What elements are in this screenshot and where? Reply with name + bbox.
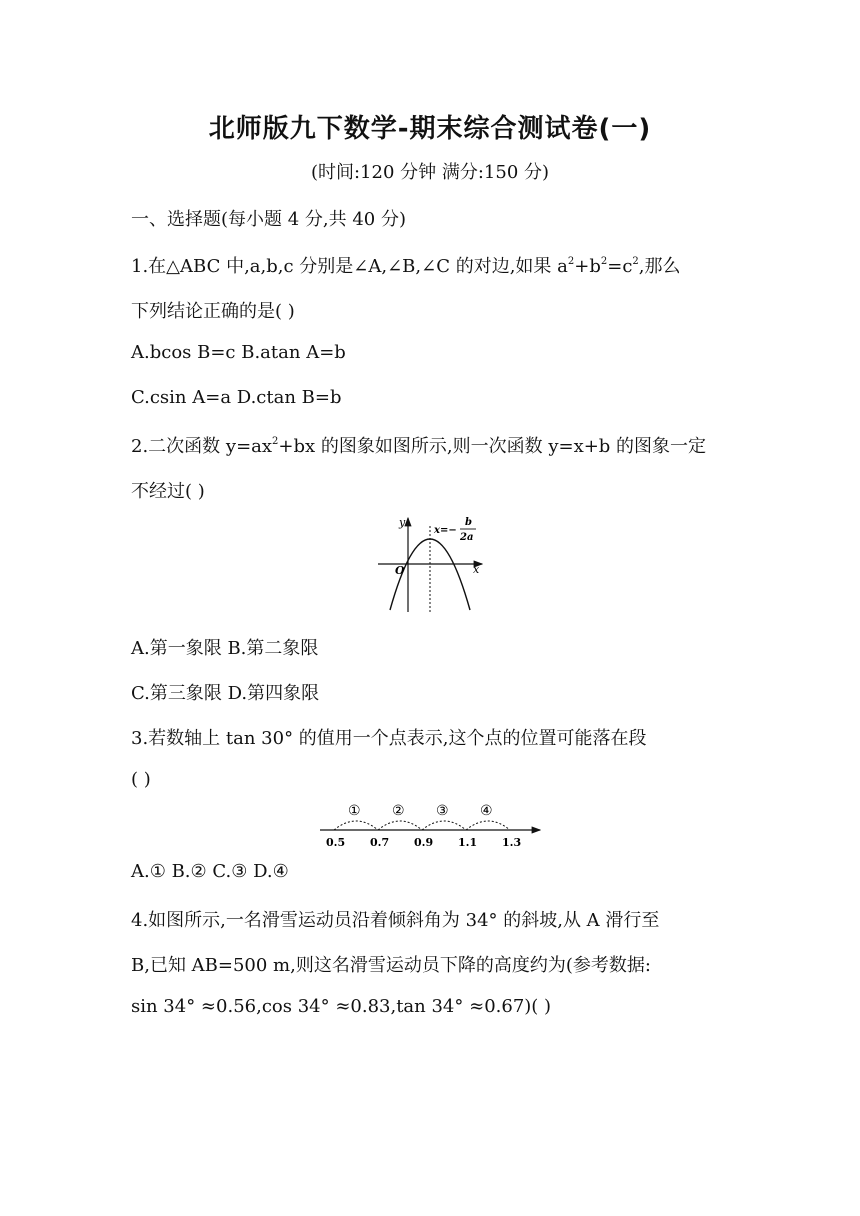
q2-options-ab: A.第一象限 B.第二象限 (131, 638, 319, 659)
number-line-figure (318, 800, 544, 850)
tick-label-0.7: 0.7 (370, 836, 390, 849)
q4-stem-line2: B,已知 AB=500 m,则这名滑雪运动员下降的高度约为(参考数据: (131, 955, 651, 976)
origin-label: O (395, 564, 405, 577)
q2-stem-line2: 不经过( ) (131, 481, 205, 502)
symmetry-equation: x=− (434, 525, 457, 536)
q4-stem-line3: sin 34° ≈0.56,cos 34° ≈0.83,tan 34° ≈0.67)( ) (131, 996, 552, 1017)
x-axis-label: x (473, 563, 480, 576)
segment-label-4: ④ (480, 803, 493, 819)
q1-stem-line1: 1.在△ABC 中,a,b,c 分别是∠A,∠B,∠C 的对边,如果 $a^2+b^2=c^2$,那么 (131, 256, 681, 277)
segment-arc-1 (334, 821, 378, 830)
page-title: 北师版九下数学-期末综合测试卷(一) (208, 114, 652, 144)
section-heading: 一、选择题(每小题 4 分,共 40 分) (131, 209, 407, 230)
q1-options-ab: A.bcos B=c B.atan A=b (131, 342, 346, 363)
segment-label-3: ③ (436, 803, 449, 819)
tick-label-0.5: 0.5 (326, 836, 346, 849)
segment-arc-2 (378, 821, 422, 830)
segment-label-1: ① (348, 803, 361, 819)
fraction-denominator: 2a (460, 532, 474, 543)
q3-options: A.① B.② C.③ D.④ (131, 861, 289, 882)
q1-options-cd: C.csin A=a D.ctan B=b (131, 387, 342, 408)
segment-label-2: ② (392, 803, 405, 819)
q2-options-cd: C.第三象限 D.第四象限 (131, 683, 320, 704)
y-axis-label: y (399, 516, 406, 529)
q2-stem-line1: 2.二次函数 $y=ax^2+bx$ 的图象如图所示,则一次函数 y=x+b 的图象一定 (131, 436, 707, 457)
q3-stem-line1: 3.若数轴上 tan 30° 的值用一个点表示,这个点的位置可能落在段 (131, 728, 647, 749)
tick-label-1.3: 1.3 (502, 836, 522, 849)
tick-label-1.1: 1.1 (458, 836, 478, 849)
segment-arc-3 (422, 821, 466, 830)
q3-stem-line2: ( ) (131, 769, 151, 790)
q4-stem-line1: 4.如图所示,一名滑雪运动员沿着倾斜角为 34° 的斜坡,从 A 滑行至 (131, 910, 660, 931)
fraction-numerator: b (465, 517, 472, 528)
tick-label-0.9: 0.9 (414, 836, 434, 849)
q1-stem-line2: 下列结论正确的是( ) (131, 301, 295, 322)
segment-arc-4 (466, 821, 510, 830)
exam-info: (时间:120 分钟 满分:150 分) (310, 162, 550, 183)
parabola-figure (370, 512, 495, 616)
